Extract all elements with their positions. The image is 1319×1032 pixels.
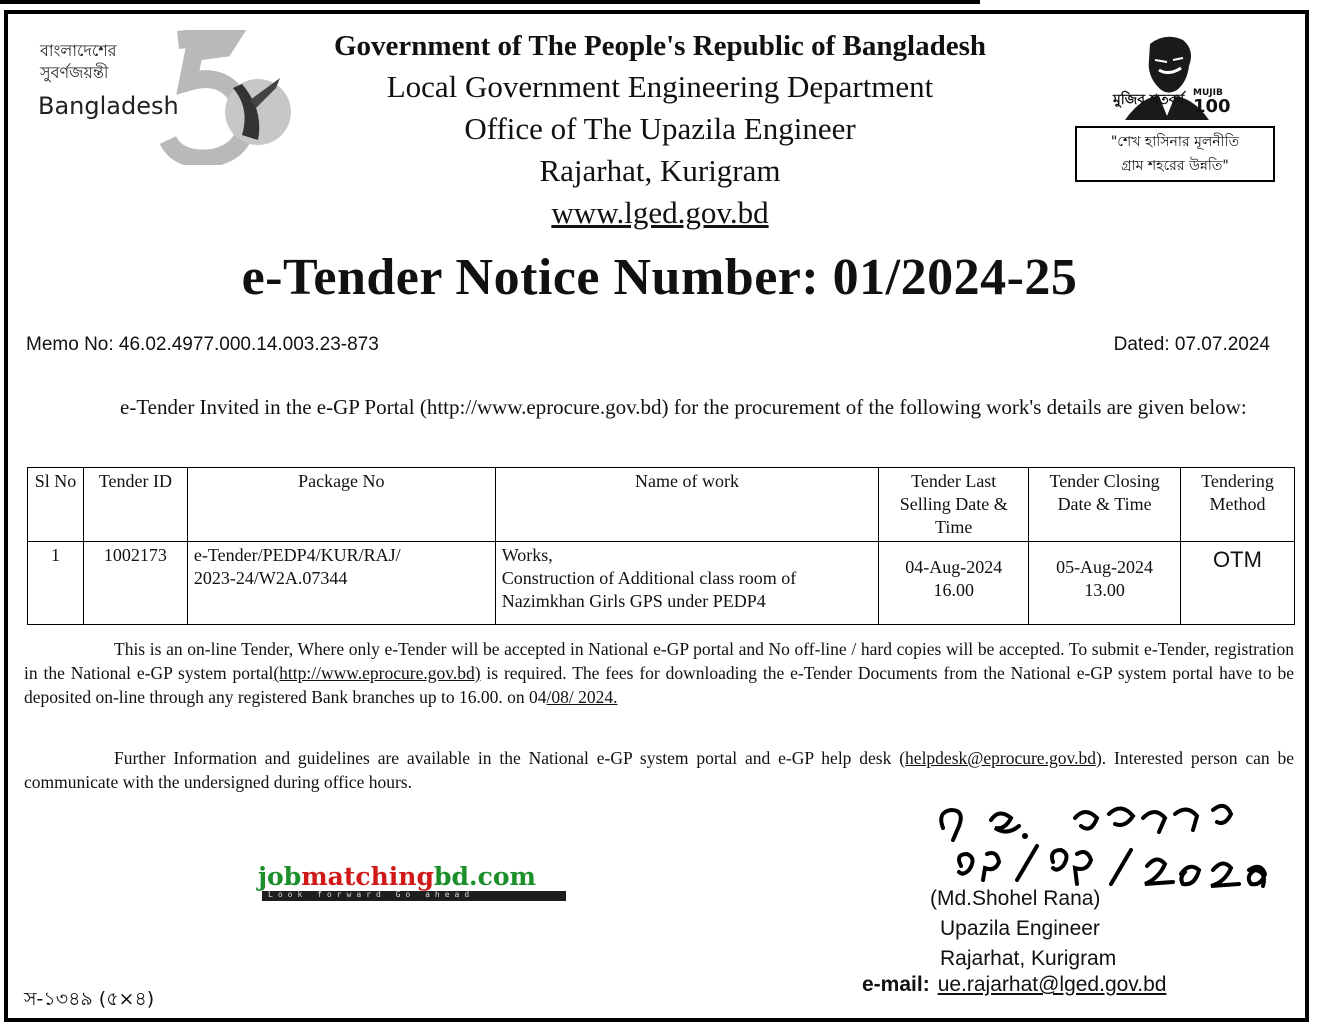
office-location: Rajarhat, Kurigram [539,153,781,188]
letterhead [300,26,1020,234]
website-link[interactable]: www.lged.gov.bd [551,195,769,230]
watermark-part3: bd.com [433,862,536,891]
work-line2: Construction of Additional class room of [501,568,797,588]
selling-time: 16.00 [933,580,974,600]
mujib-100-logo [1075,30,1285,190]
signatory-email-link[interactable]: ue.rajarhat@lged.gov.bd [937,973,1167,996]
cell-method: OTM [1181,542,1295,625]
signatory-block [930,884,1116,974]
slogan-line2: গ্রাম শহরের উন্নতি" [1121,158,1229,174]
header-tender-id: Tender ID [83,468,187,542]
table-row [28,542,1295,625]
para1-text-b: is required. The fees for downloading the e-Tender Documents from the National e-GP system portal have to be deposited on-line through any registered Bank branches up to 16.00. on [24,663,1295,707]
logo-bengali-line2: সুবর্ণজয়ন্তী [40,63,109,82]
reference-number: স-১৩৪৯ (৫×৪) [24,988,155,1010]
slogan-line1: "শেখ হাসিনার মূলনীতি [1110,134,1240,150]
cell-closing [1029,542,1181,625]
header-method: Tendering Method [1181,468,1295,542]
table-header-row [28,468,1295,542]
department-name: Local Government Engineering Department [386,69,934,104]
mujib-mark-number: 100 [1193,96,1231,117]
notice-title: e-Tender Notice Number: 01/2024-25 [241,249,1078,306]
watermark-tagline: Look forward Go ahead [268,890,475,899]
signatory-name: (Md.Shohel Rana) [930,887,1101,910]
work-line3: Nazimkhan Girls GPS under PEDP4 [501,591,766,611]
cell-tender-id: 1002173 [83,542,187,625]
intro-paragraph: e-Tender Invited in the e-GP Portal (http://www.eprocure.gov.bd) for the procurement of the following work's details are given below: [120,395,1247,419]
closing-time: 13.00 [1084,580,1125,600]
slogan-box [1075,126,1275,182]
signatory-email-line [862,973,1166,997]
memo-number: Memo No: 46.02.4977.000.14.003.23-873 [26,334,379,355]
jobmatchingbd-watermark [258,862,536,891]
mujib-100-mark [1193,88,1231,116]
online-tender-paragraph [24,637,1294,709]
notice-date: Dated: 07.07.2024 [1113,334,1270,355]
eprocure-link[interactable]: (http://www.eprocure.gov.bd) [273,663,481,683]
golden-jubilee-logo [28,30,298,165]
header-closing: Tender Closing Date & Time [1029,468,1181,542]
para2-text-a: Further Information and guidelines are available in the National e-GP system portal and e-GP help desk ( [114,748,906,768]
header-sl-no: Sl No [28,468,84,542]
cell-sl-no: 1 [28,542,84,625]
helpdesk-email-link[interactable]: helpdesk@eprocure.gov.bd [905,748,1096,768]
signatory-location: Rajarhat, Kurigram [940,947,1117,970]
package-line2: 2023-24/W2A.07344 [193,568,348,588]
para1-text-a: This is an on-line Tender, Where only e-Tender will be accepted in National e-GP portal and No off-line / hard copies will be accepted. To submit e-Tender, registration in the National e-GP system portal [24,639,1294,683]
government-name: Government of The People's Republic of Bangladesh [334,30,986,62]
header-package-no: Package No [187,468,495,542]
selling-date: 04-Aug-2024 [905,557,1003,577]
signatory-title: Upazila Engineer [940,917,1100,940]
cell-last-selling [879,542,1029,625]
mujib-mark-word: MUJIB [1193,88,1223,98]
deadline-date-rest: /08/ 2024. [546,687,618,707]
top-rule [0,0,980,4]
office-name: Office of The Upazila Engineer [464,111,856,146]
cell-package-no [187,542,495,625]
header-last-selling: Tender Last Selling Date & Time [879,468,1029,542]
logo-bengali-line1: বাংলাদেশের [40,41,117,60]
package-line1: e-Tender/PEDP4/KUR/RAJ/ [193,545,401,565]
para2-text-b: ). Interested person can be communicate with the undersigned during office hours. [24,748,1295,792]
watermark-part2: matching [301,862,434,891]
watermark-part1: job [258,862,302,891]
cell-name-of-work [495,542,879,625]
tender-table [27,467,1295,625]
work-line1: Works, [501,545,553,565]
header-name-of-work: Name of work [495,468,879,542]
mujib-bengali-mark: মুজিব শতবর্ষ [1113,92,1185,108]
email-label: e-mail: [862,973,930,996]
deadline-date-day: 04 [528,687,547,707]
logo-english-text: Bangladesh [38,92,179,120]
closing-date: 05-Aug-2024 [1056,557,1154,577]
further-info-paragraph [24,746,1294,794]
